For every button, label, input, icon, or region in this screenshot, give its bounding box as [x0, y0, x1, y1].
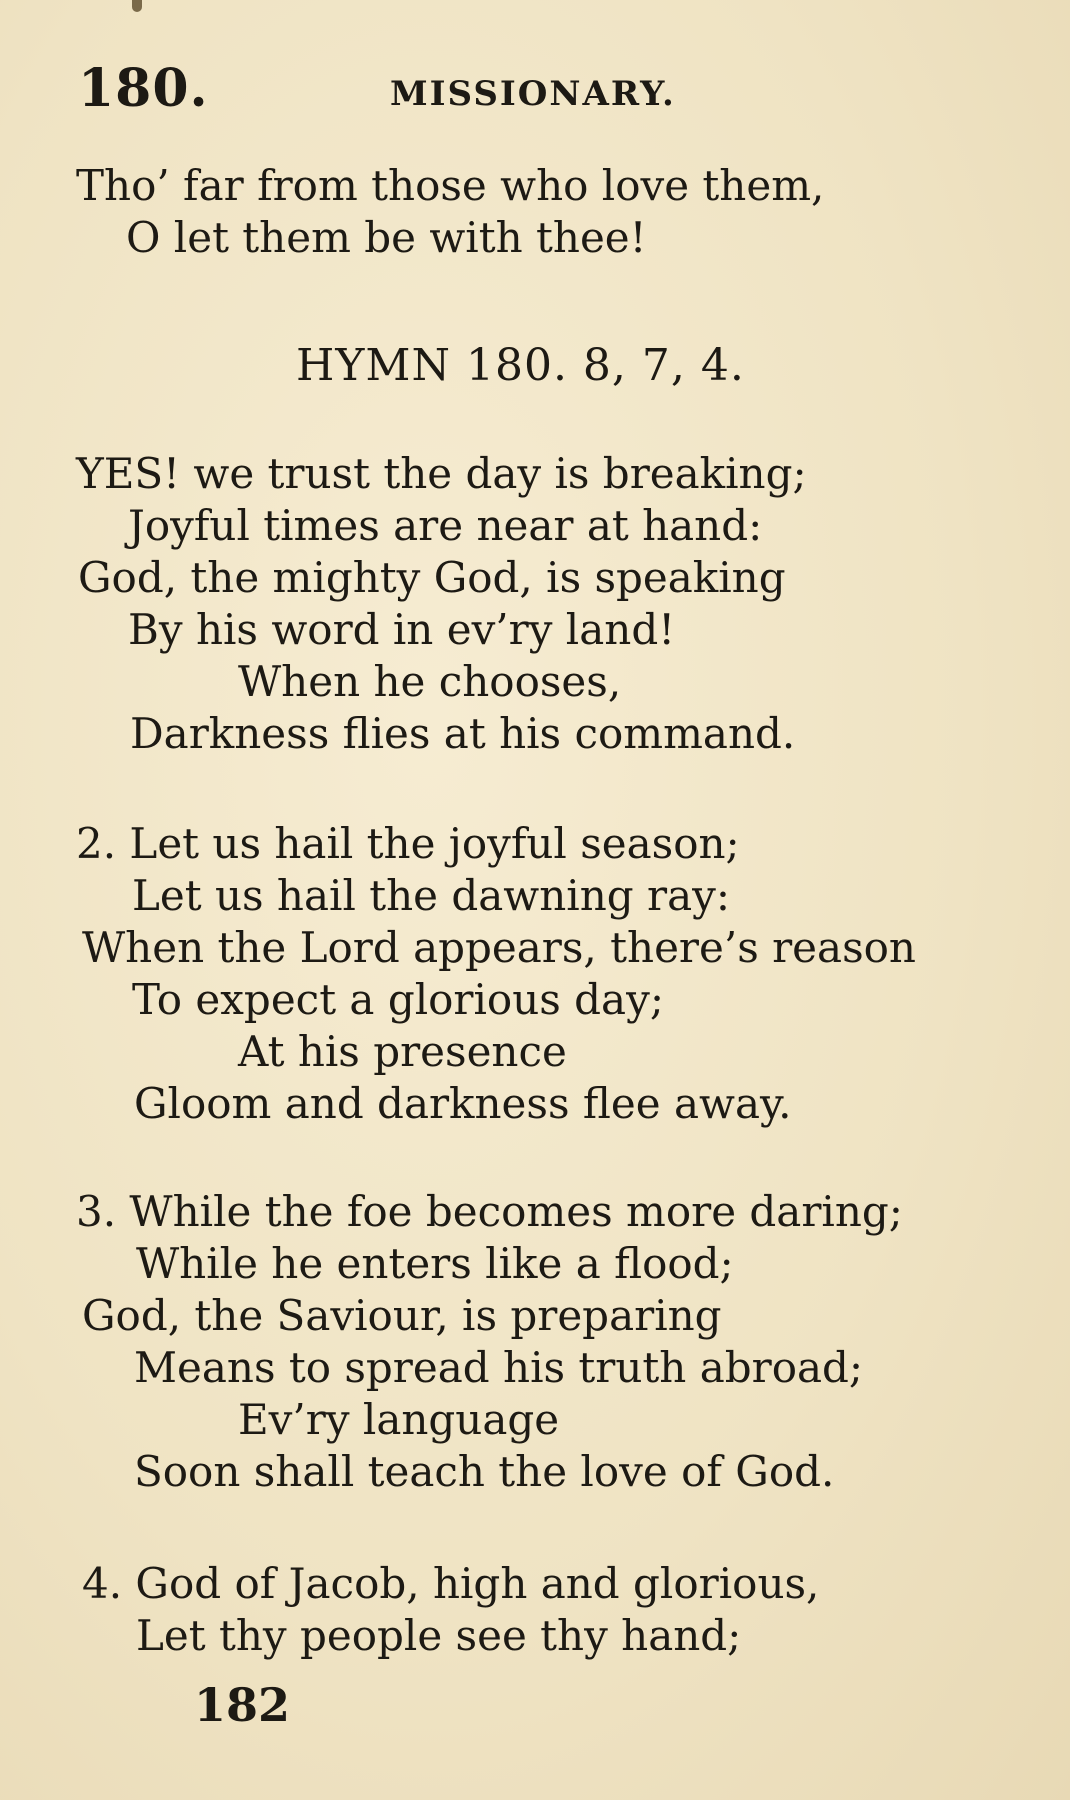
page-number: 180.: [78, 58, 209, 119]
stanza-3-line-6: Soon shall teach the love of God.: [134, 1447, 835, 1496]
prev-hymn-line: Tho’ far from those who love them,: [76, 161, 825, 210]
stanza-1-line-3: God, the mighty God, is speaking: [78, 553, 786, 602]
stanza-2-line-6: Gloom and darkness flee away.: [134, 1079, 792, 1128]
stanza-3-line-3: God, the Saviour, is preparing: [82, 1291, 722, 1340]
prev-hymn-line: O let them be with thee!: [126, 213, 647, 262]
ink-mark: [132, 0, 142, 12]
stanza-1-line-5: When he chooses,: [238, 657, 622, 706]
signature-mark: 182: [194, 1678, 291, 1732]
hymn-title: HYMN 180. 8, 7, 4.: [296, 340, 745, 391]
stanza-4-line-2: Let thy people see thy hand;: [136, 1611, 742, 1660]
stanza-2-line-1: 2. Let us hail the joyful season;: [76, 819, 740, 868]
stanza-1-line-1: YES! we trust the day is breaking;: [76, 449, 807, 498]
stanza-2-line-2: Let us hail the dawning ray:: [132, 871, 731, 920]
stanza-2-line-5: At his presence: [238, 1027, 567, 1076]
stanza-3-line-2: While he enters like a flood;: [136, 1239, 734, 1288]
page-header: [78, 58, 978, 118]
stanza-3-line-1: 3. While the foe becomes more daring;: [76, 1187, 903, 1236]
stanza-1-line-4: By his word in ev’ry land!: [128, 605, 676, 654]
running-head: MISSIONARY.: [390, 74, 676, 114]
stanza-2-line-3: When the Lord appears, there’s reason: [82, 923, 916, 972]
stanza-4-line-1: 4. God of Jacob, high and glorious,: [82, 1559, 820, 1608]
stanza-3-line-4: Means to spread his truth abroad;: [134, 1343, 864, 1392]
stanza-3-line-5: Ev’ry language: [238, 1395, 560, 1444]
stanza-2-line-4: To expect a glorious day;: [132, 975, 664, 1024]
stanza-1-line-2: Joyful times are near at hand:: [128, 501, 763, 550]
stanza-1-line-6: Darkness flies at his command.: [130, 709, 796, 758]
